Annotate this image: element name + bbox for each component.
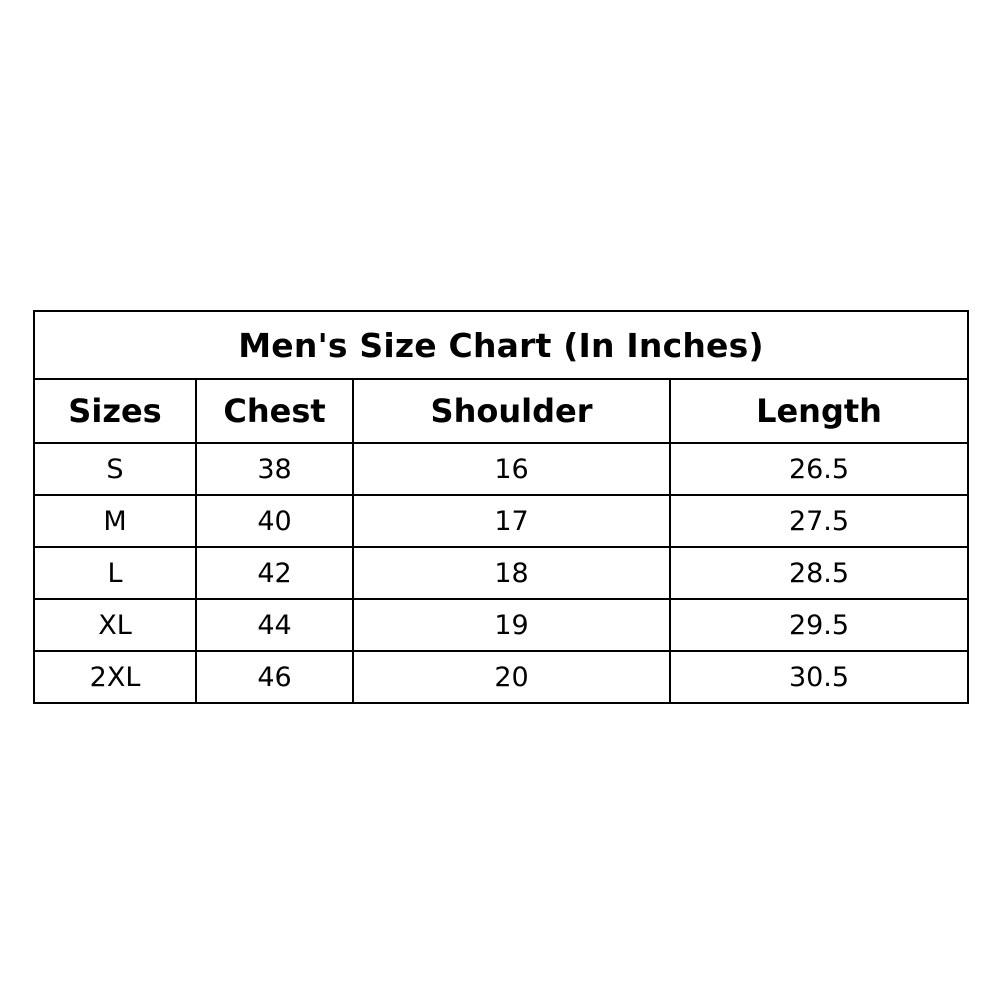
cell-shoulder: 16 [353,443,670,495]
cell-shoulder: 20 [353,651,670,703]
cell-length: 26.5 [670,443,968,495]
cell-chest: 46 [196,651,353,703]
cell-chest: 38 [196,443,353,495]
cell-length: 29.5 [670,599,968,651]
table-header-row [34,379,968,443]
cell-shoulder: 19 [353,599,670,651]
cell-length: 27.5 [670,495,968,547]
cell-chest: 42 [196,547,353,599]
cell-size: XL [34,599,196,651]
cell-size: M [34,495,196,547]
cell-length: 28.5 [670,547,968,599]
cell-chest: 44 [196,599,353,651]
column-header-shoulder: Shoulder [353,379,670,443]
cell-shoulder: 18 [353,547,670,599]
column-header-chest: Chest [196,379,353,443]
cell-shoulder: 17 [353,495,670,547]
table-title-row [34,311,968,379]
column-header-length: Length [670,379,968,443]
chart-title: Men's Size Chart (In Inches) [34,311,968,379]
cell-size: L [34,547,196,599]
column-header-sizes: Sizes [34,379,196,443]
cell-size: 2XL [34,651,196,703]
table-row [34,495,968,547]
table-row [34,547,968,599]
table-row [34,599,968,651]
size-chart-table [33,310,969,704]
cell-chest: 40 [196,495,353,547]
size-chart-container [33,310,967,704]
cell-length: 30.5 [670,651,968,703]
table-row [34,443,968,495]
table-row [34,651,968,703]
cell-size: S [34,443,196,495]
